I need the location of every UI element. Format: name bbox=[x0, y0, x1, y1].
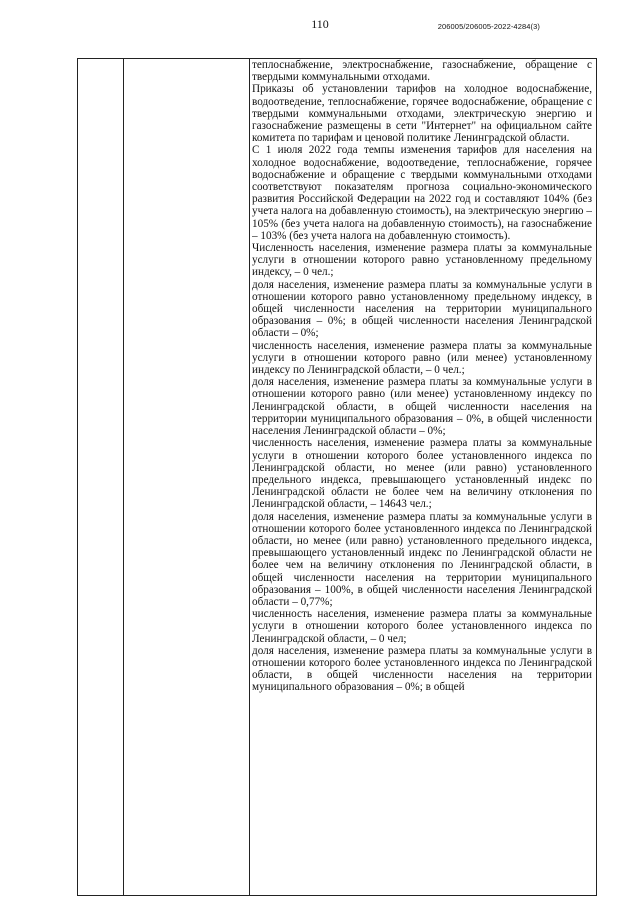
column-divider-1 bbox=[123, 59, 124, 895]
paragraph: численность населения, изменение размера платы за коммунальные услуги в отношении которого равно (или менее) установленному индексу по Ленинградской области, – 0 чел.; bbox=[252, 339, 592, 377]
paragraph: С 1 июля 2022 года темпы изменения тарифов для населения на холодное водоснабжение, водоотведение, теплоснабжение, горячее водоснабжение и обращение с твердыми коммунальными отходами соответствуют показателям прогноза социально-экономического развития Российской Федерации на 2022 год и составляют 104% (без учета налога на добавленную стоимость), на электрическую энергию – 105% (без учета налога на добавленную стоимость), на газоснабжение – 103% (без учета налога на добавленную стоимость). bbox=[252, 144, 592, 242]
paragraph: Численность населения, изменение размера платы за коммунальные услуги в отношении которого равно установленному предельному индексу, – 0 чел.; bbox=[252, 242, 592, 279]
paragraph: доля населения, изменение размера платы за коммунальные услуги в отношении которого более установленного индекса по Ленинградской области, но менее (или равно) установленного предельного индекса, превышающего установленный индекс по Ленинградской области не более чем на величину отклонения по Ленинградской области, в общей численности населения на территории муниципального образования – 100%, в общей численности населения Ленинградской области – 0,77%; bbox=[252, 510, 592, 608]
column-divider-2 bbox=[249, 59, 250, 895]
paragraph: доля населения, изменение размера платы за коммунальные услуги в отношении которого более установленного индекса по Ленинградской области, в общей численности населения на территории муниципального образования – 0%; в общей bbox=[252, 644, 592, 694]
table-text-cell bbox=[252, 59, 592, 895]
paragraph: численность населения, изменение размера платы за коммунальные услуги в отношении которого более установленного индекса по Ленинградской области, – 0 чел; bbox=[252, 608, 592, 645]
document-table bbox=[77, 58, 597, 896]
document-id: 206005/206005-2022-4284(3) bbox=[437, 22, 540, 31]
paragraph: доля населения, изменение размера платы за коммунальные услуги в отношении которого равно установленному предельному индексу, в общей численности населения на территории муниципального образования – 0%; в общей численности населения Ленинградской области – 0%; bbox=[252, 278, 592, 340]
paragraph: доля населения, изменение размера платы за коммунальные услуги в отношении которого равно (или менее) установленному индексу по Ленинградской области, в общей численности населения на территории муниципального образования – 0%, в общей численности населения Ленинградской области – 0%; bbox=[252, 376, 592, 438]
paragraph: теплоснабжение, электроснабжение, газоснабжение, обращение с твердыми коммунальными отходами. bbox=[252, 59, 592, 84]
page-number: 110 bbox=[311, 17, 329, 31]
paragraph: Приказы об установлении тарифов на холодное водоснабжение, водоотведение, теплоснабжение, горячее водоснабжение, обращение с твердыми коммунальными отходами, электрическую энергию и газоснабжение размещены в сети "Интернет" на официальном сайте комитета по тарифам и ценовой политике Ленинградской области. bbox=[252, 83, 592, 145]
paragraph: численность населения, изменение размера платы за коммунальные услуги в отношении которого более установленного индекса по Ленинградской области, но менее (или равно) установленного предельного индекса, превышающего установленный индекс по Ленинградской области не более чем на величину отклонения по Ленинградской области, – 14643 чел.; bbox=[252, 437, 592, 511]
